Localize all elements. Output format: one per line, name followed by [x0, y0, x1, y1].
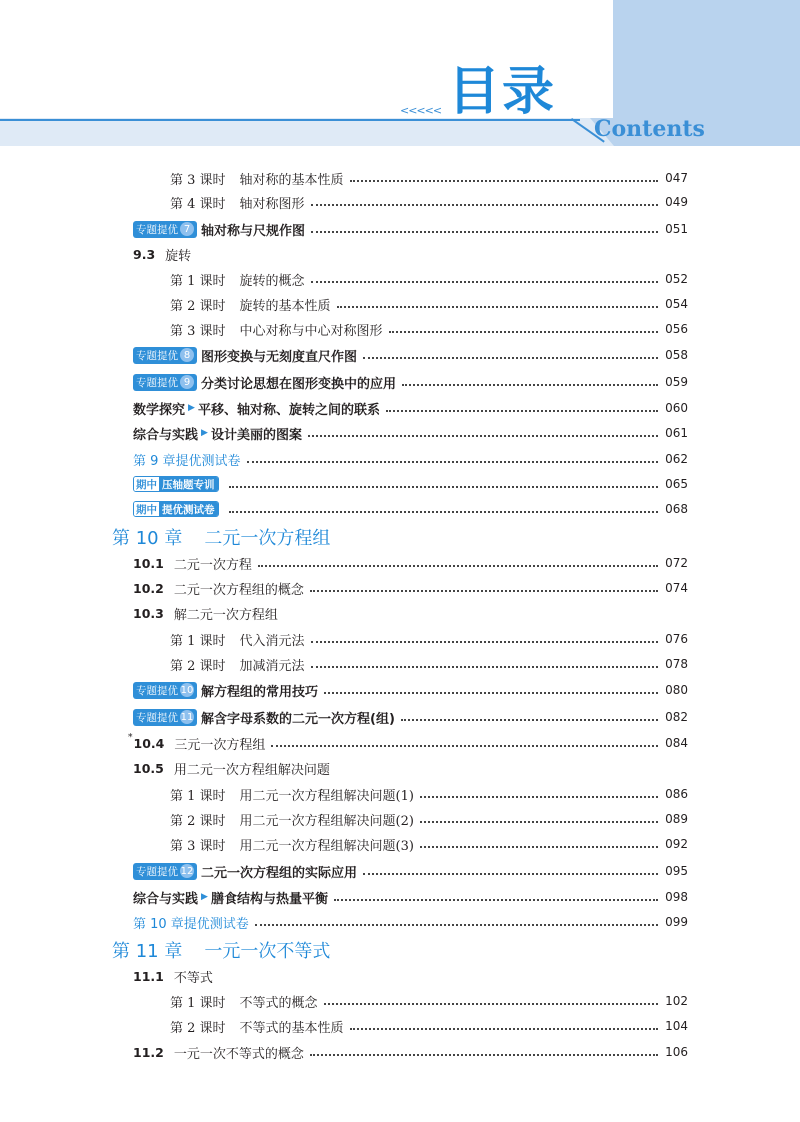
dot-leader: [311, 641, 658, 643]
toc-entry[interactable]: [170, 268, 688, 290]
optional-marker: *: [128, 733, 133, 743]
toc-entry[interactable]: [133, 422, 688, 444]
entry-title: 用二元一次方程组解决问题(3): [239, 838, 414, 854]
dot-leader: [255, 924, 658, 926]
page-number: 051: [665, 222, 688, 236]
topic-badge: 专题提优 8: [133, 347, 197, 364]
toc-entry[interactable]: [133, 552, 688, 574]
dot-leader: [386, 410, 658, 412]
toc-entry[interactable]: [170, 783, 688, 805]
dot-leader: [350, 180, 658, 182]
toc-entry[interactable]: [170, 628, 688, 650]
entry-title: 第 9 章提优测试卷: [133, 453, 241, 469]
dot-leader: [258, 565, 658, 567]
chapter-number: 第 10 章: [112, 528, 183, 549]
section-number: 10.4: [133, 735, 165, 751]
toc-entry[interactable]: [133, 218, 688, 240]
section-number: 10.5: [133, 760, 164, 776]
entry-title: 图形变换与无刻度直尺作图: [201, 349, 358, 365]
section-number: 11.1: [133, 968, 164, 984]
chapter-title: 一元一次不等式: [204, 941, 331, 962]
dot-leader: [308, 435, 658, 437]
play-triangle-icon: ▶: [188, 403, 195, 413]
dot-leader: [420, 821, 658, 823]
entry-title: 用二元一次方程组解决问题(2): [239, 813, 414, 829]
entry-title: 不等式的概念: [239, 995, 318, 1011]
section-number: 10.3: [133, 605, 164, 621]
page-number: 106: [665, 1045, 688, 1059]
section-number: 10.2: [133, 580, 164, 596]
lesson-number: 第 1 课时: [170, 995, 226, 1011]
entry-title: 不等式的基本性质: [239, 1020, 344, 1036]
page-number: 098: [665, 890, 688, 904]
page-number: 054: [665, 297, 688, 311]
page-number: 065: [665, 477, 688, 491]
dot-leader: [271, 745, 658, 747]
dot-leader: [229, 486, 659, 488]
page-number: 080: [665, 683, 688, 697]
toc-entry[interactable]: [170, 808, 688, 830]
chapter-number: 第 11 章: [112, 941, 183, 962]
page-number: 062: [665, 452, 688, 466]
page-number: 099: [665, 915, 688, 929]
entry-title: 不等式: [173, 970, 213, 986]
page-number: 076: [665, 632, 688, 646]
entry-title: 平移、轴对称、旋转之间的联系: [197, 402, 380, 418]
dot-leader: [310, 1054, 658, 1056]
midterm-badge: 期中 压轴题专训: [133, 476, 219, 492]
topic-badge: 专题提优 10: [133, 682, 197, 699]
entry-title: 旋转: [165, 248, 192, 264]
page-number: 104: [665, 1019, 688, 1033]
toc-entry[interactable]: [133, 886, 688, 908]
section-number: 11.2: [133, 1044, 164, 1060]
chapter-heading[interactable]: [112, 937, 330, 963]
chapter-title: 二元一次方程组: [204, 528, 331, 549]
toc-section-heading[interactable]: [133, 602, 688, 624]
toc-entry[interactable]: [170, 990, 688, 1012]
toc-entry[interactable]: [133, 911, 688, 933]
entry-title: 第 10 章提优测试卷: [133, 916, 249, 932]
dot-leader: [311, 666, 658, 668]
toc-entry[interactable]: [133, 706, 688, 728]
page-number: 072: [665, 556, 688, 570]
dot-leader: [389, 331, 658, 333]
dot-leader: [350, 1028, 658, 1030]
toc-section-heading[interactable]: [133, 965, 688, 987]
toc-entry[interactable]: [133, 679, 688, 701]
entry-title: 轴对称与尺规作图: [201, 223, 306, 239]
page-number: 059: [665, 375, 688, 389]
section-number: 9.3: [133, 246, 156, 262]
lesson-number: 第 2 课时: [170, 813, 226, 829]
lesson-number: 第 3 课时: [170, 323, 226, 339]
page-number: 078: [665, 657, 688, 671]
page-subtitle: Contents: [594, 116, 705, 142]
entry-title: 分类讨论思想在图形变换中的应用: [201, 376, 397, 392]
toc-section-heading[interactable]: [133, 243, 688, 265]
toc-entry[interactable]: [170, 191, 688, 213]
toc-entry[interactable]: [170, 1015, 688, 1037]
entry-title: 用二元一次方程组解决问题(1): [239, 788, 414, 804]
lesson-number: 第 3 课时: [170, 838, 226, 854]
entry-category: 综合与实践: [133, 891, 199, 907]
topic-badge: 专题提优 12: [133, 863, 197, 880]
page-number: 102: [665, 994, 688, 1008]
page-number: 082: [665, 710, 688, 724]
dot-leader: [334, 899, 658, 901]
toc-entry[interactable]: [133, 1041, 688, 1063]
entry-title: 旋转的概念: [239, 273, 305, 289]
toc-entry[interactable]: [133, 371, 688, 393]
entry-title: 中心对称与中心对称图形: [239, 323, 383, 339]
dot-leader: [420, 796, 658, 798]
entry-title: 三元一次方程组: [174, 737, 266, 753]
page-number: 056: [665, 322, 688, 336]
dot-leader: [420, 846, 658, 848]
toc-entry[interactable]: [133, 498, 688, 520]
topic-badge: 专题提优 11: [133, 709, 197, 726]
section-number: 10.1: [133, 555, 164, 571]
page-number: 052: [665, 272, 688, 286]
toc-entry[interactable]: [133, 344, 688, 366]
entry-title: 设计美丽的图案: [210, 427, 302, 443]
lesson-number: 第 2 课时: [170, 658, 226, 674]
entry-title: 用二元一次方程组解决问题: [173, 762, 330, 778]
dot-leader: [337, 306, 658, 308]
toc-section-heading[interactable]: [133, 757, 688, 779]
dot-leader: [311, 204, 658, 206]
page-number: 086: [665, 787, 688, 801]
dot-leader: [311, 281, 658, 283]
chapter-heading[interactable]: [112, 524, 330, 550]
entry-title: 二元一次方程组的实际应用: [201, 865, 358, 881]
header-corner-block: [613, 0, 800, 118]
entry-title: 解方程组的常用技巧: [201, 684, 319, 700]
page-number: 058: [665, 348, 688, 362]
play-triangle-icon: ▶: [201, 428, 208, 438]
entry-category: 综合与实践: [133, 427, 199, 443]
toc-entry[interactable]: [133, 448, 688, 470]
lesson-number: 第 1 课时: [170, 633, 226, 649]
entry-title: 轴对称的基本性质: [239, 172, 344, 188]
toc-entry[interactable]: [170, 318, 688, 340]
lesson-number: 第 3 课时: [170, 172, 226, 188]
lesson-number: 第 4 课时: [170, 196, 226, 212]
dot-leader: [247, 461, 658, 463]
topic-badge: 专题提优 7: [133, 221, 197, 238]
page-number: 049: [665, 195, 688, 209]
page-number: 047: [665, 171, 688, 185]
lesson-number: 第 2 课时: [170, 1020, 226, 1036]
entry-title: 一元一次不等式的概念: [173, 1046, 304, 1062]
page-number: 095: [665, 864, 688, 878]
entry-title: 加减消元法: [239, 658, 305, 674]
page-title: 目录: [448, 62, 557, 122]
dot-leader: [310, 590, 658, 592]
dot-leader: [401, 719, 658, 721]
toc-entry[interactable]: [128, 732, 688, 754]
page-number: 074: [665, 581, 688, 595]
toc-entry[interactable]: [133, 473, 688, 495]
entry-title: 解含字母系数的二元一次方程(组): [201, 711, 395, 727]
entry-title: 二元一次方程组的概念: [173, 582, 304, 598]
entry-title: 轴对称图形: [239, 196, 305, 212]
midterm-badge: 期中 提优测试卷: [133, 501, 219, 517]
dot-leader: [324, 1003, 658, 1005]
dot-leader: [324, 692, 658, 694]
dot-leader: [363, 357, 658, 359]
topic-badge: 专题提优 9: [133, 374, 197, 391]
entry-title: 旋转的基本性质: [239, 298, 331, 314]
entry-category: 数学探究: [133, 402, 186, 418]
entry-title: 代入消元法: [239, 633, 305, 649]
lesson-number: 第 1 课时: [170, 273, 226, 289]
toc-entry[interactable]: [170, 833, 688, 855]
toc-entry[interactable]: [133, 577, 688, 599]
toc-entry[interactable]: [170, 653, 688, 675]
dot-leader: [311, 231, 658, 233]
dot-leader: [229, 511, 659, 513]
dot-leader: [363, 873, 658, 875]
page-number: 092: [665, 837, 688, 851]
entry-title: 解二元一次方程组: [173, 607, 278, 623]
page-number: 060: [665, 401, 688, 415]
toc-entry[interactable]: [133, 860, 688, 882]
toc-entry[interactable]: [170, 293, 688, 315]
play-triangle-icon: ▶: [201, 892, 208, 902]
title-arrows-icon: <<<<<: [400, 104, 442, 117]
toc-entry[interactable]: [133, 397, 688, 419]
lesson-number: 第 2 课时: [170, 298, 226, 314]
page-number: 068: [665, 502, 688, 516]
dot-leader: [402, 384, 658, 386]
page-number: 061: [665, 426, 688, 440]
page-number: 089: [665, 812, 688, 826]
toc-entry[interactable]: [170, 167, 688, 189]
lesson-number: 第 1 课时: [170, 788, 226, 804]
entry-title: 膳食结构与热量平衡: [210, 891, 328, 907]
entry-title: 二元一次方程: [173, 557, 252, 573]
page-number: 084: [665, 736, 688, 750]
